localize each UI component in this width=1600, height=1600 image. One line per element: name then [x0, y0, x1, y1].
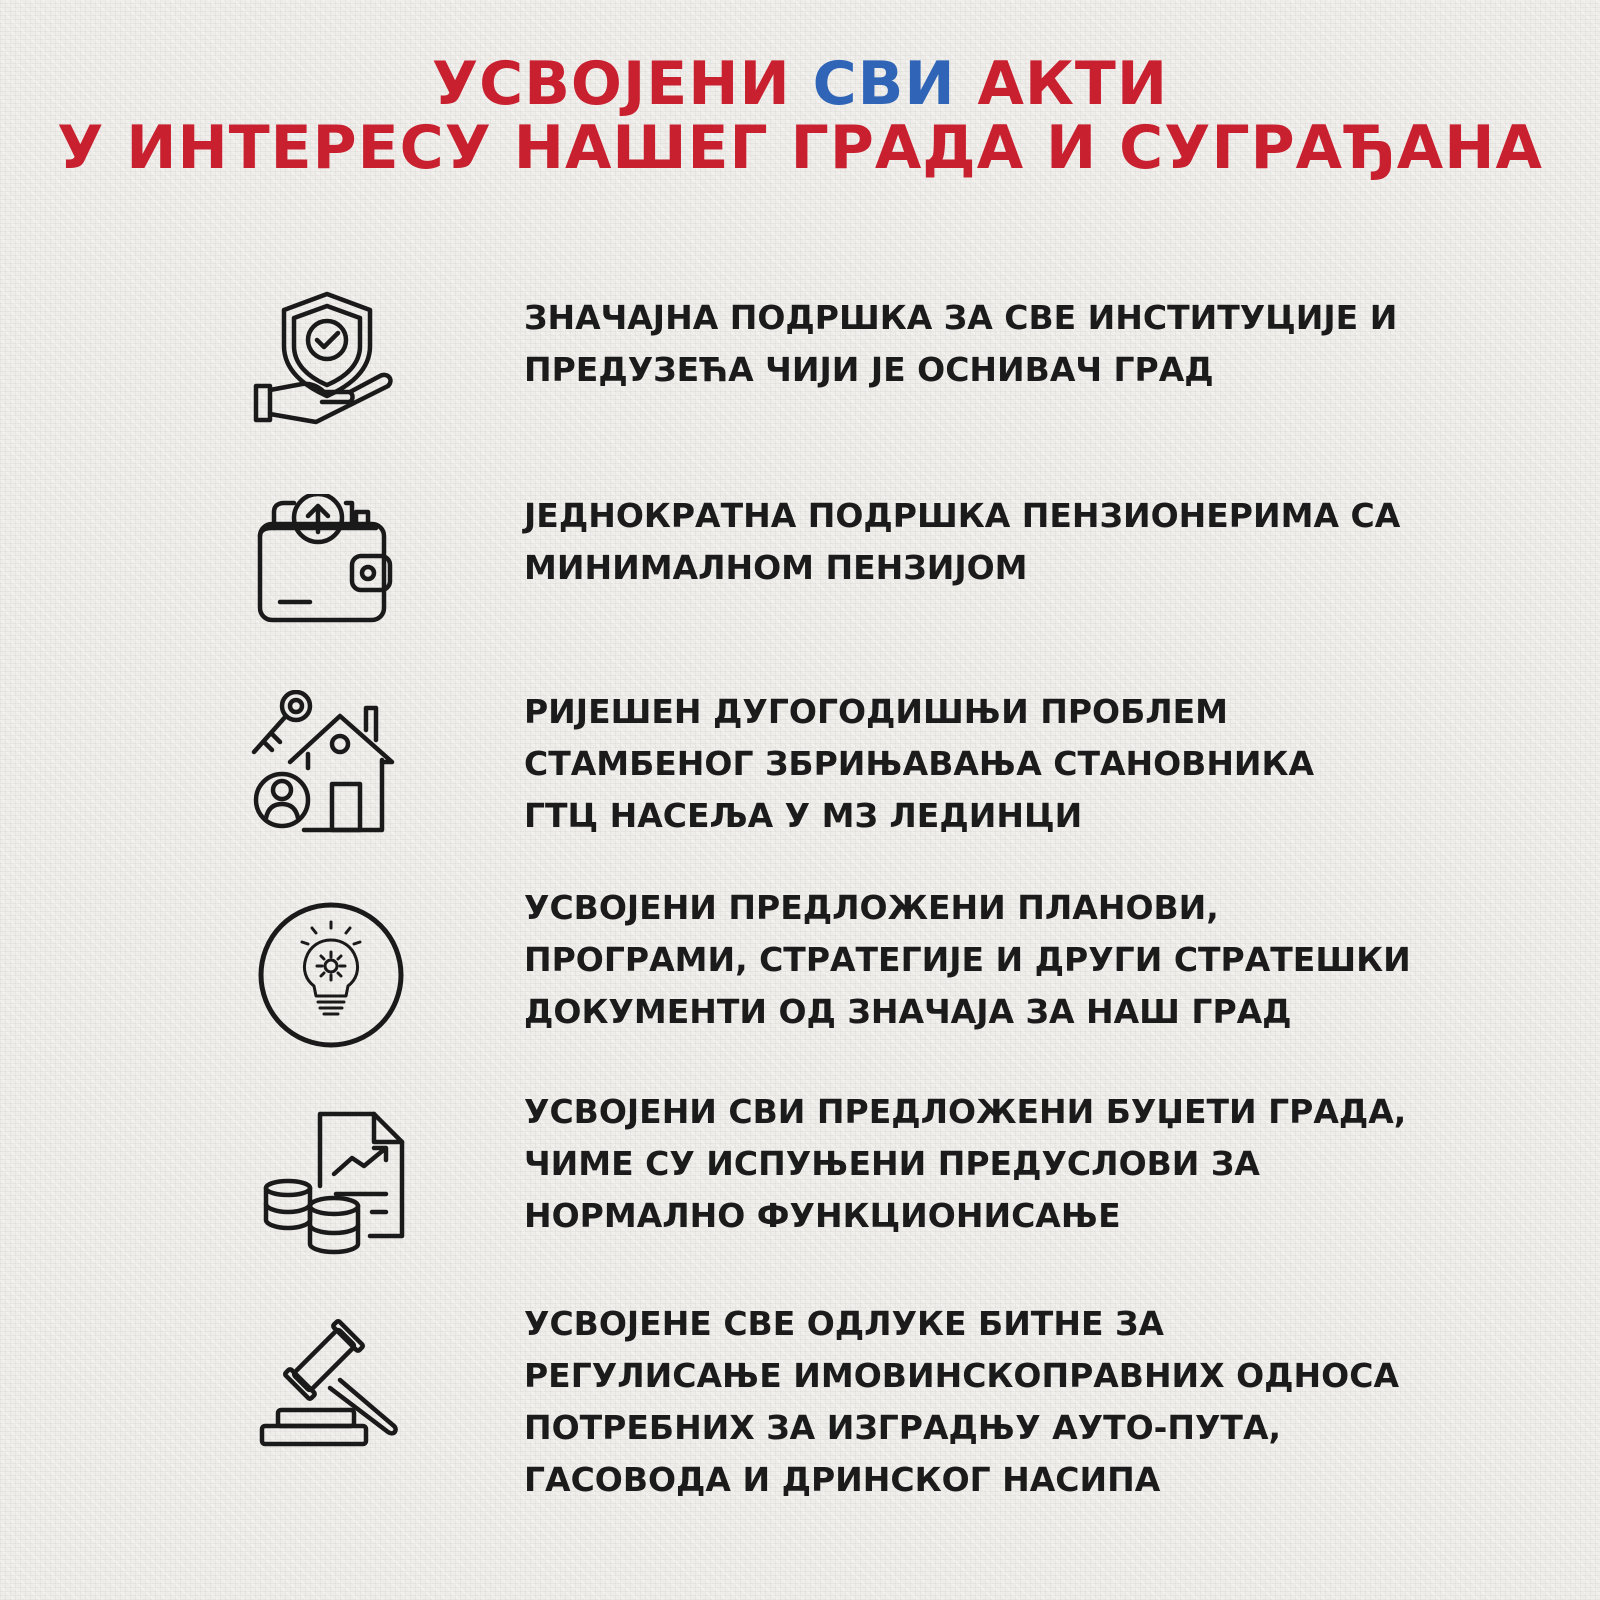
shield-hand-icon — [252, 290, 402, 430]
gavel-icon — [258, 1310, 408, 1460]
headline-line1-part1: УСВОЈЕНИ — [431, 49, 813, 119]
item-text-line: ПОТРЕБНИХ ЗА ИЗГРАДЊУ АУТО-ПУТА, — [524, 1408, 1282, 1447]
item-text-line: ЧИМЕ СУ ИСПУЊЕНИ ПРЕДУСЛОВИ ЗА — [524, 1144, 1260, 1183]
item-text-line: ЈЕДНОКРАТНА ПОДРШКА ПЕНЗИОНЕРИМА СА — [524, 496, 1401, 535]
house-key-person-icon — [250, 690, 400, 840]
item-text-line: ПРЕДУЗЕЋА ЧИЈИ ЈЕ ОСНИВАЧ ГРАД — [524, 350, 1214, 389]
item-text-line: РИЈЕШЕН ДУГОГОДИШЊИ ПРОБЛЕМ — [524, 692, 1229, 731]
headline-line1-part2: АКТИ — [955, 49, 1169, 119]
item-text-line: ЗНАЧАЈНА ПОДРШКА ЗА СВЕ ИНСТИТУЦИЈЕ И — [524, 298, 1398, 337]
wallet-icon — [256, 494, 406, 634]
item-text-line: УСВОЈЕНЕ СВЕ ОДЛУКЕ БИТНЕ ЗА — [524, 1304, 1164, 1343]
item-text-line: ГАСОВОДА И ДРИНСКОГ НАСИПА — [524, 1460, 1161, 1499]
item-text — [524, 882, 1534, 1038]
item-text-line: УСВОЈЕНИ СВИ ПРЕДЛОЖЕНИ БУЏЕТИ ГРАДА, — [524, 1092, 1407, 1131]
lightbulb-gear-icon — [256, 900, 406, 1050]
item-text-line: МИНИМАЛНОМ ПЕНЗИЈОМ — [524, 548, 1028, 587]
item-text-line: НОРМАЛНО ФУНКЦИОНИСАЊЕ — [524, 1196, 1121, 1235]
headline-accent-word: СВИ — [812, 49, 956, 119]
headline — [0, 49, 1600, 183]
headline-line2: У ИНТЕРЕСУ НАШЕГ ГРАДА И СУГРАЂАНА — [57, 113, 1543, 183]
item-text — [524, 490, 1534, 594]
item-text-line: СТАМБЕНОГ ЗБРИЊАВАЊА СТАНОВНИКА — [524, 744, 1315, 783]
budget-document-coins-icon — [262, 1108, 412, 1258]
item-text — [524, 686, 1534, 842]
item-text-line: РЕГУЛИСАЊЕ ИМОВИНСКОПРАВНИХ ОДНОСА — [524, 1356, 1399, 1395]
item-text-line: ДОКУМЕНТИ ОД ЗНАЧАЈА ЗА НАШ ГРАД — [524, 992, 1292, 1031]
item-text — [524, 292, 1534, 396]
item-text — [524, 1086, 1534, 1242]
item-text-line: ПРОГРАМИ, СТРАТЕГИЈЕ И ДРУГИ СТРАТЕШКИ — [524, 940, 1411, 979]
item-text-line: ГТЦ НАСЕЉА У МЗ ЛЕДИНЦИ — [524, 796, 1083, 835]
headline-line1 — [432, 49, 1168, 119]
item-text-line: УСВОЈЕНИ ПРЕДЛОЖЕНИ ПЛАНОВИ, — [524, 888, 1219, 927]
item-text — [524, 1298, 1534, 1506]
